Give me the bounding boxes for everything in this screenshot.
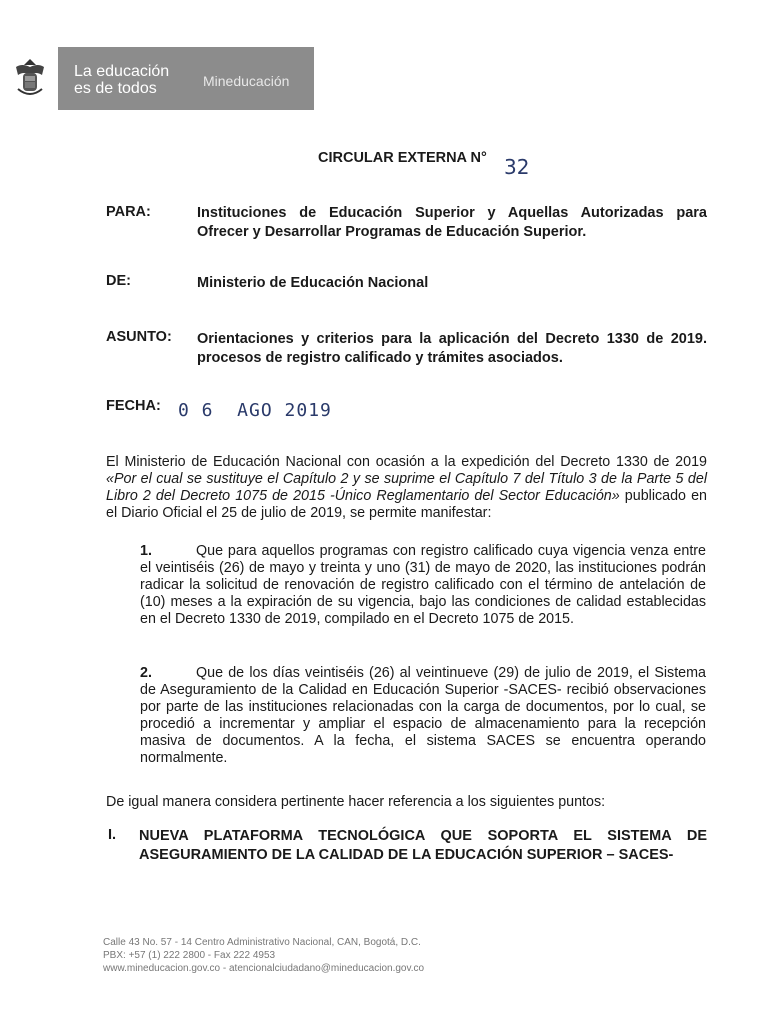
de-label: DE:	[106, 273, 131, 289]
coat-of-arms-logo	[12, 57, 48, 101]
intro-decree-quote: «Por el cual se sustituye el Capítulo 2 y se suprime el Capítulo 7 del Título 3 de la Parte 5 del Libro 2 del Decreto 1075 de 2015 -Único Reglamentario del Sector Educación»	[106, 471, 707, 504]
list-item-text: Que de los días veintiséis (26) al veintinueve (29) de julio de 2019, el Sistema de Aseguramiento de la Calidad en Educación Superior -SACES- recibió observaciones por parte de las instituciones relacionadas con la carga de documentos, por lo cual, se procedió a incrementar y ampliar el espacio de almacenamiento para la recepción masiva de documentos. A la fecha, el sistema SACES se encuentra operando normalmente.	[140, 665, 706, 766]
footer	[103, 936, 424, 975]
slogan-line-2: es de todos	[74, 80, 157, 97]
section-heading-line-2: ASEGURAMIENTO DE LA CALIDAD DE LA EDUCACIÓN SUPERIOR – SACES-	[139, 847, 674, 863]
para-value	[197, 204, 707, 242]
intro-text-2: publicado en el Diario Oficial el 25 de julio de 2019, se permite manifestar:	[106, 488, 707, 521]
transition-text: De igual manera considera pertinente hacer referencia a los siguientes puntos:	[106, 794, 606, 810]
list-item-text: Que para aquellos programas con registro calificado cuya vigencia venza entre el veintiséis (26) de mayo y treinta y uno (31) de mayo de 2020, las instituciones podrán radicar la solicitud de renovación de registro calificado con el término de antelación de (10) meses a la expiración de su vigencia, bajo las condiciones de calidad establecidas en el Decreto 1330 de 2019, compilado en el Decreto 1075 de 2015.	[140, 543, 706, 627]
footer-phone: PBX: +57 (1) 222 2800 - Fax 222 4953	[103, 950, 276, 961]
section-numeral: I.	[108, 827, 117, 843]
list-item	[140, 543, 706, 628]
para-label: PARA:	[106, 204, 151, 220]
asunto-value	[197, 330, 707, 368]
para-line-2: Ofrecer y Desarrollar Programas de Educación Superior.	[197, 224, 587, 240]
slogan-line-1: La educación	[74, 63, 170, 80]
section-heading-line-1: NUEVA PLATAFORMA TECNOLÓGICA QUE SOPORTA EL SISTEMA DE	[139, 828, 707, 844]
list-item	[140, 665, 706, 767]
fecha-label: FECHA:	[106, 398, 161, 414]
list-item-number: 1.	[140, 543, 152, 559]
asunto-line-1: Orientaciones y criterios para la aplicación del Decreto 1330 de 2019.	[197, 331, 707, 347]
section-heading	[139, 827, 707, 865]
footer-address: Calle 43 No. 57 - 14 Centro Administrativo Nacional, CAN, Bogotá, D.C.	[103, 937, 421, 948]
circular-number: 32	[504, 155, 530, 179]
asunto-line-2: procesos de registro calificado y trámites asociados.	[197, 350, 563, 366]
intro-text-1: El Ministerio de Educación Nacional con ocasión a la expedición del Decreto 1330 de 2019	[106, 454, 707, 470]
date-stamp: 0 6 AGO 2019	[178, 400, 332, 421]
circular-title: CIRCULAR EXTERNA N°	[318, 150, 487, 166]
para-line-1: Instituciones de Educación Superior y Aquellas Autorizadas para	[197, 205, 707, 221]
asunto-label: ASUNTO:	[106, 329, 172, 345]
list-item-number: 2.	[140, 665, 152, 681]
de-value: Ministerio de Educación Nacional	[197, 275, 429, 291]
intro-paragraph	[106, 454, 707, 522]
ministry-name: Mineducación	[203, 73, 290, 89]
footer-web: www.mineducacion.gov.co - atencionalciudadano@mineducacion.gov.co	[103, 963, 425, 974]
slogan	[74, 63, 169, 97]
